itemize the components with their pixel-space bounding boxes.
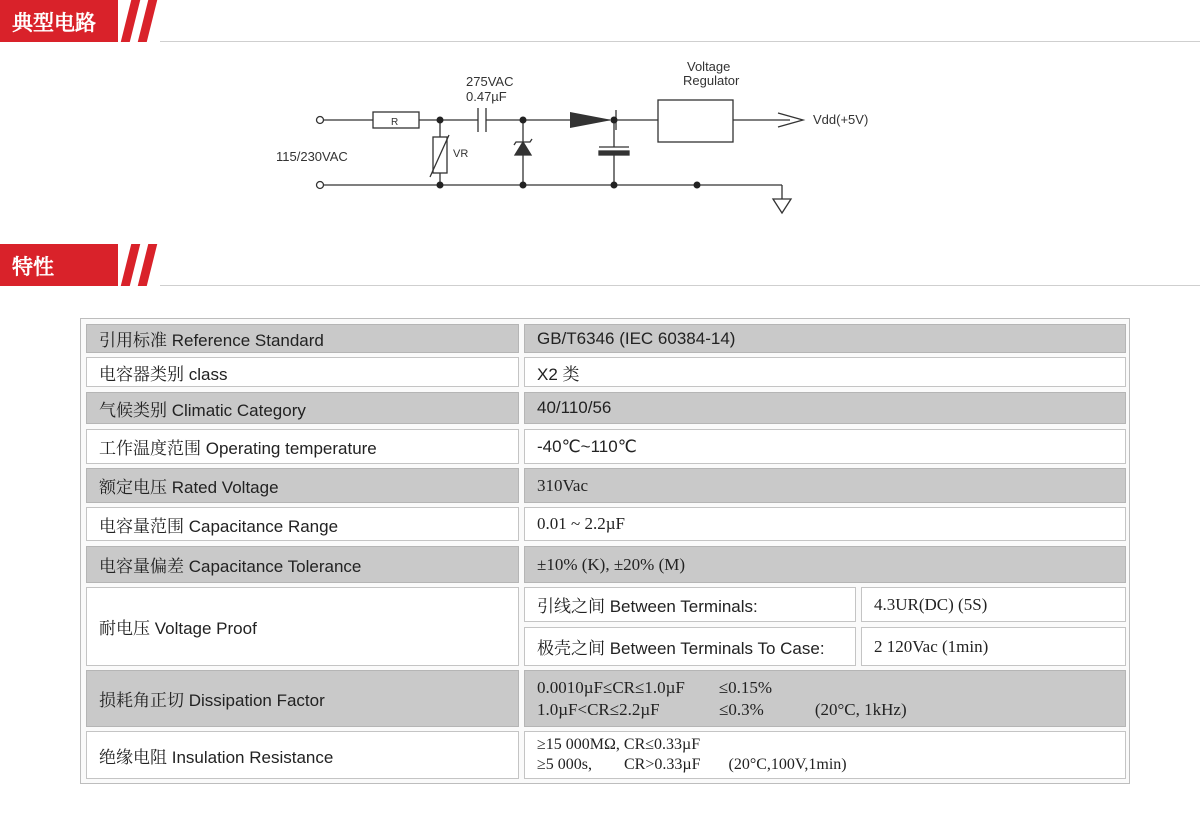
header-stripe bbox=[138, 244, 157, 286]
spec-value: X2 类 bbox=[524, 357, 1126, 387]
header-rule bbox=[160, 285, 1200, 286]
section-title-features: 特性 bbox=[12, 255, 54, 279]
spec-label: 电容器类别 class bbox=[86, 357, 519, 387]
spec-value: 0.01 ~ 2.2µF bbox=[524, 507, 1126, 541]
spec-value bbox=[524, 731, 1126, 779]
input-voltage-label: 115/230VAC bbox=[276, 149, 348, 164]
table-row bbox=[86, 731, 1126, 779]
table-row bbox=[86, 357, 1126, 387]
resistor-label: R bbox=[391, 117, 399, 128]
regulator-label-2: Regulator bbox=[683, 73, 740, 88]
spec-value: ±10% (K), ±20% (M) bbox=[524, 546, 1126, 583]
spec-sublabel: 极壳之间 Between Terminals To Case: bbox=[524, 627, 856, 666]
spec-label: 引用标准 Reference Standard bbox=[86, 324, 519, 353]
spec-value: 2 120Vac (1min) bbox=[861, 627, 1126, 666]
header-stripe bbox=[138, 0, 157, 42]
insulation-line-2: ≥5 000s, CR>0.33µF (20°C,100V,1min) bbox=[537, 756, 847, 773]
spec-value: -40℃~110℃ bbox=[524, 429, 1126, 464]
spec-value: 40/110/56 bbox=[524, 392, 1126, 424]
section-header-circuit bbox=[0, 0, 1200, 42]
table-row bbox=[86, 429, 1126, 464]
table-row bbox=[86, 392, 1126, 424]
section-title-circuit: 典型电路 bbox=[12, 11, 96, 35]
varistor-label: VR bbox=[453, 148, 469, 160]
table-row bbox=[86, 324, 1126, 353]
table-row bbox=[86, 546, 1126, 583]
spec-table bbox=[80, 318, 1130, 784]
spec-label: 电容量偏差 Capacitance Tolerance bbox=[86, 546, 519, 583]
header-rule bbox=[160, 41, 1200, 42]
section-header-features bbox=[0, 244, 1200, 286]
spec-label: 工作温度范围 Operating temperature bbox=[86, 429, 519, 464]
insulation-line-1: ≥15 000MΩ, CR≤0.33µF bbox=[537, 736, 701, 753]
table-row bbox=[86, 468, 1126, 503]
spec-label: 耐电压 Voltage Proof bbox=[86, 587, 519, 666]
header-stripe bbox=[121, 0, 140, 42]
circuit-diagram bbox=[250, 55, 900, 225]
cap-value-label: 0.47µF bbox=[466, 89, 507, 104]
spec-value: 4.3UR(DC) (5S) bbox=[861, 587, 1126, 622]
spec-value: GB/T6346 (IEC 60384-14) bbox=[524, 324, 1126, 353]
table-row bbox=[86, 670, 1126, 727]
dissipation-line-1: 0.0010µF≤CR≤1.0µF ≤0.15% bbox=[537, 677, 773, 697]
spec-label: 损耗角正切 Dissipation Factor bbox=[86, 670, 519, 727]
regulator-label-1: Voltage bbox=[687, 59, 731, 74]
dissipation-line-2: 1.0µF<CR≤2.2µF ≤0.3% (20°C, 1kHz) bbox=[537, 699, 907, 719]
output-label: Vdd(+5V) bbox=[813, 112, 869, 127]
spec-label: 气候类别 Climatic Category bbox=[86, 392, 519, 424]
table-row bbox=[86, 507, 1126, 541]
spec-value bbox=[524, 670, 1126, 727]
spec-label: 电容量范围 Capacitance Range bbox=[86, 507, 519, 541]
spec-sublabel: 引线之间 Between Terminals: bbox=[524, 587, 856, 622]
header-stripe bbox=[121, 244, 140, 286]
spec-label: 绝缘电阻 Insulation Resistance bbox=[86, 731, 519, 779]
table-row bbox=[86, 587, 1126, 666]
cap-rating-label: 275VAC bbox=[466, 74, 514, 89]
spec-label: 额定电压 Rated Voltage bbox=[86, 468, 519, 503]
spec-value: 310Vac bbox=[524, 468, 1126, 503]
